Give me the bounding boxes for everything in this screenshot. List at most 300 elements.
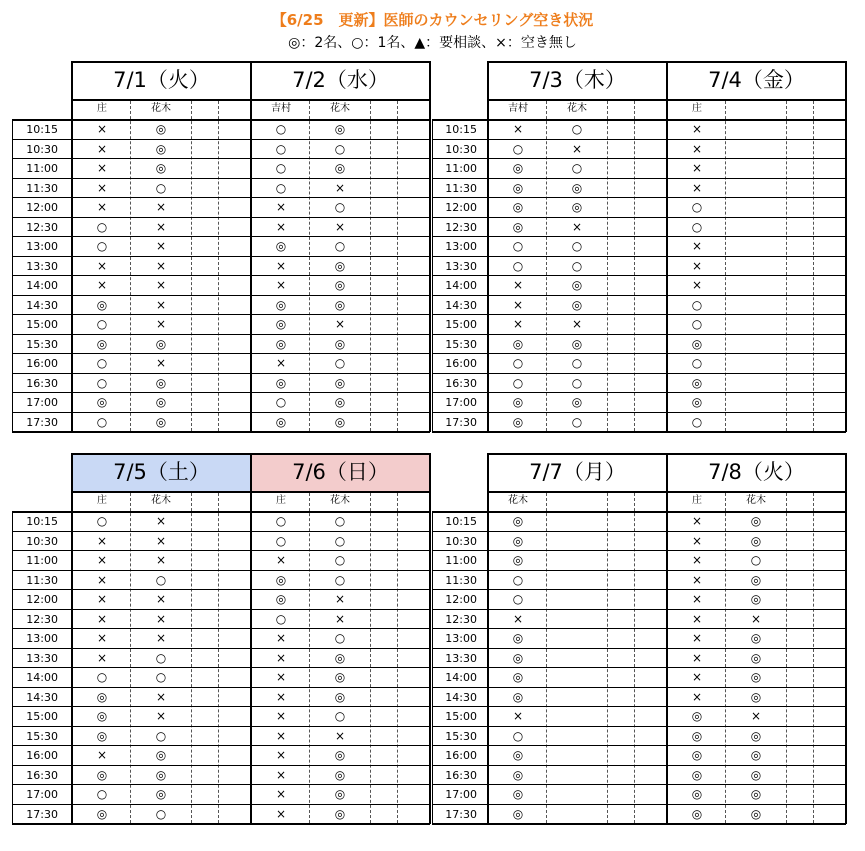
slot-cell: ◎ (750, 728, 762, 743)
column-divider (370, 101, 371, 431)
slot-cell: ◎ (275, 239, 287, 253)
slot-cell: × (571, 219, 583, 234)
time-label: 15:30 (445, 337, 477, 351)
row-rule (12, 667, 430, 668)
slot-cell: × (155, 239, 167, 253)
slot-cell: ○ (512, 258, 524, 273)
slot-cell: ○ (512, 572, 524, 587)
row-rule (432, 275, 846, 276)
slot-cell: ○ (155, 670, 167, 684)
slot-cell: × (96, 592, 108, 606)
slot-cell: × (275, 670, 287, 684)
slot-cell: ○ (512, 728, 524, 743)
time-label: 10:30 (26, 142, 58, 156)
row-rule (12, 431, 430, 433)
time-label: 16:00 (445, 749, 477, 762)
row-rule (432, 648, 846, 649)
column-rule (666, 61, 668, 432)
row-rule (432, 667, 846, 668)
column-divider (218, 493, 219, 823)
column-divider (813, 493, 814, 823)
column-rule (71, 61, 73, 432)
staff-name: 花木 (330, 103, 350, 114)
column-rule (432, 119, 433, 432)
time-label: 10:15 (445, 123, 477, 136)
time-label: 11:00 (26, 162, 58, 175)
time-label: 14:00 (26, 279, 58, 292)
slot-cell: ◎ (155, 375, 167, 390)
row-rule (432, 726, 846, 727)
staff-name: 庄 (692, 103, 702, 114)
slot-cell: × (275, 356, 287, 370)
slot-cell: × (512, 122, 524, 136)
time-label: 12:30 (445, 612, 477, 626)
slot-cell: × (691, 278, 703, 292)
time-label: 13:00 (26, 632, 58, 645)
slot-cell: ○ (571, 161, 583, 175)
staff-name: 花木 (508, 495, 528, 506)
slot-cell: ◎ (155, 141, 167, 156)
row-rule (12, 334, 430, 335)
slot-cell: ○ (571, 122, 583, 136)
row-rule (432, 334, 846, 335)
slot-cell: ◎ (512, 219, 524, 234)
slot-cell: ○ (334, 631, 346, 645)
row-rule (12, 119, 430, 121)
time-label: 16:00 (445, 357, 477, 370)
time-label: 16:00 (26, 749, 58, 762)
slot-cell: × (691, 258, 703, 273)
column-divider (786, 493, 787, 823)
row-rule (12, 217, 430, 218)
slot-cell: ○ (96, 317, 108, 331)
row-rule (432, 256, 846, 257)
slot-cell: ◎ (334, 689, 346, 704)
slot-cell: × (512, 611, 524, 626)
column-rule (666, 453, 668, 824)
slot-cell: × (275, 728, 287, 743)
slot-cell: ◎ (571, 200, 583, 214)
column-divider (725, 493, 726, 823)
slot-cell: × (691, 553, 703, 567)
slot-cell: × (275, 278, 287, 292)
time-label: 12:00 (26, 593, 58, 606)
slot-cell: ◎ (334, 161, 346, 175)
slot-cell: ○ (334, 356, 346, 370)
slot-cell: ◎ (275, 317, 287, 331)
slot-cell: ○ (571, 258, 583, 273)
row-rule (432, 119, 846, 121)
slot-cell: ◎ (512, 180, 524, 195)
row-rule (12, 726, 430, 727)
slot-cell: ◎ (275, 375, 287, 390)
column-rule (71, 453, 73, 824)
slot-cell: ○ (155, 728, 167, 743)
slot-cell: ◎ (750, 650, 762, 665)
day-header: 7/7（月） (529, 460, 626, 484)
slot-cell: ◎ (750, 631, 762, 645)
slot-cell: ◎ (750, 689, 762, 704)
slot-cell: ◎ (512, 200, 524, 214)
slot-cell: × (155, 533, 167, 548)
slot-cell: ◎ (275, 336, 287, 351)
slot-cell: ○ (96, 239, 108, 253)
time-label: 14:00 (26, 671, 58, 684)
slot-cell: × (96, 278, 108, 292)
column-divider (786, 101, 787, 431)
row-rule (432, 158, 846, 159)
staff-name: 花木 (151, 103, 171, 114)
slot-cell: × (691, 572, 703, 587)
slot-cell: × (275, 219, 287, 234)
slot-cell: ◎ (334, 767, 346, 782)
slot-cell: × (334, 592, 346, 606)
row-rule (12, 158, 430, 159)
day-header: 7/5（土） (113, 460, 210, 484)
slot-cell: ○ (96, 514, 108, 528)
row-rule (12, 823, 430, 825)
slot-cell: × (691, 239, 703, 253)
column-divider (813, 101, 814, 431)
slot-cell: ○ (96, 670, 108, 684)
row-rule (12, 745, 430, 746)
row-rule (12, 550, 430, 551)
slot-cell: × (155, 297, 167, 312)
slot-cell: ◎ (691, 787, 703, 801)
slot-cell: × (96, 161, 108, 175)
slot-cell: ○ (571, 414, 583, 429)
row-rule (432, 392, 846, 393)
slot-cell: × (334, 728, 346, 743)
slot-cell: ◎ (512, 767, 524, 782)
time-label: 15:30 (26, 729, 58, 743)
slot-cell: ○ (334, 572, 346, 587)
slot-cell: ○ (750, 553, 762, 567)
slot-cell: ◎ (512, 414, 524, 429)
column-rule (250, 453, 252, 824)
time-label: 13:00 (445, 240, 477, 253)
row-rule (432, 197, 846, 198)
time-label: 17:00 (445, 396, 477, 409)
slot-cell: ◎ (512, 806, 524, 821)
time-label: 17:30 (26, 807, 58, 821)
slot-cell: ○ (275, 180, 287, 195)
time-label: 12:00 (445, 201, 477, 214)
slot-cell: ○ (691, 356, 703, 370)
slot-cell: × (334, 611, 346, 626)
slot-cell: × (691, 161, 703, 175)
time-label: 14:00 (445, 279, 477, 292)
column-divider (397, 493, 398, 823)
slot-cell: ◎ (512, 553, 524, 567)
slot-cell: ○ (691, 200, 703, 214)
column-rule (12, 511, 13, 824)
slot-cell: × (275, 806, 287, 821)
slot-cell: ○ (512, 239, 524, 253)
slot-cell: ◎ (750, 592, 762, 606)
time-label: 17:30 (26, 415, 58, 429)
slot-cell: ◎ (512, 336, 524, 351)
row-rule (12, 412, 430, 413)
slot-cell: × (96, 200, 108, 214)
slot-cell: × (96, 180, 108, 195)
slot-cell: ○ (691, 414, 703, 429)
column-divider (191, 101, 192, 431)
time-label: 12:30 (26, 612, 58, 626)
slot-cell: ○ (275, 395, 287, 409)
time-label: 17:30 (445, 415, 477, 429)
slot-cell: ○ (334, 709, 346, 723)
slot-cell: ◎ (691, 767, 703, 782)
row-rule (432, 706, 846, 707)
row-rule (12, 628, 430, 629)
slot-cell: × (275, 787, 287, 801)
column-rule (487, 61, 489, 432)
time-label: 14:00 (445, 671, 477, 684)
staff-name: 庄 (276, 495, 286, 506)
time-label: 17:30 (445, 807, 477, 821)
slot-cell: ○ (275, 533, 287, 548)
staff-name: 吉村 (271, 103, 291, 114)
row-rule (12, 589, 430, 590)
slot-cell: × (155, 611, 167, 626)
staff-name: 花木 (746, 495, 766, 506)
slot-cell: ◎ (512, 533, 524, 548)
column-divider (218, 101, 219, 431)
time-label: 16:30 (445, 768, 477, 782)
slot-cell: × (155, 631, 167, 645)
page-title: 【6/25 更新】医師のカウンセリング空き状況 (271, 11, 594, 29)
slot-cell: ◎ (750, 514, 762, 528)
row-rule (432, 412, 846, 413)
slot-cell: × (155, 200, 167, 214)
slot-cell: × (96, 533, 108, 548)
row-rule (12, 139, 430, 140)
slot-cell: × (691, 180, 703, 195)
slot-cell: ○ (512, 592, 524, 606)
column-divider (397, 101, 398, 431)
day-header: 7/4（金） (708, 68, 805, 92)
row-rule (12, 314, 430, 315)
staff-name: 庄 (692, 495, 702, 506)
slot-cell: ◎ (275, 414, 287, 429)
slot-cell: ◎ (155, 336, 167, 351)
slot-cell: ○ (155, 650, 167, 665)
slot-cell: ◎ (750, 670, 762, 684)
slot-cell: ◎ (334, 414, 346, 429)
time-label: 12:00 (26, 201, 58, 214)
row-rule (12, 765, 430, 766)
slot-cell: × (691, 592, 703, 606)
slot-cell: ◎ (512, 631, 524, 645)
column-divider (309, 493, 310, 823)
day-header: 7/3（木） (529, 68, 626, 92)
time-label: 16:30 (445, 376, 477, 390)
time-label: 14:30 (26, 298, 58, 312)
slot-cell: × (155, 356, 167, 370)
row-rule (432, 511, 846, 513)
slot-cell: ◎ (334, 278, 346, 292)
slot-cell: ◎ (750, 806, 762, 821)
row-rule (12, 236, 430, 237)
slot-cell: ◎ (155, 161, 167, 175)
slot-cell: × (275, 631, 287, 645)
staff-name: 花木 (567, 103, 587, 114)
column-divider (634, 101, 635, 431)
slot-cell: ○ (275, 122, 287, 136)
row-rule (432, 236, 846, 237)
time-label: 11:30 (26, 181, 58, 195)
slot-cell: × (96, 572, 108, 587)
column-rule (432, 511, 433, 824)
slot-cell: ◎ (512, 748, 524, 762)
time-label: 15:30 (26, 337, 58, 351)
slot-cell: × (155, 258, 167, 273)
slot-cell: ○ (571, 356, 583, 370)
row-rule (12, 392, 430, 393)
slot-cell: ○ (691, 219, 703, 234)
column-divider (370, 493, 371, 823)
slot-cell: × (691, 631, 703, 645)
slot-cell: × (691, 611, 703, 626)
slot-cell: ◎ (155, 395, 167, 409)
time-label: 10:15 (445, 515, 477, 528)
slot-cell: ◎ (96, 767, 108, 782)
slot-cell: ○ (275, 514, 287, 528)
row-rule (432, 823, 846, 825)
slot-cell: ○ (155, 180, 167, 195)
column-rule (12, 119, 13, 432)
time-label: 13:30 (26, 651, 58, 665)
day-header: 7/6（日） (292, 460, 389, 484)
time-label: 11:30 (445, 181, 477, 195)
slot-cell: × (96, 650, 108, 665)
slot-cell: ◎ (155, 414, 167, 429)
slot-cell: ◎ (334, 748, 346, 762)
time-label: 13:00 (26, 240, 58, 253)
column-divider (546, 493, 547, 823)
time-label: 15:00 (26, 318, 58, 331)
time-label: 11:00 (26, 554, 58, 567)
slot-cell: ○ (691, 317, 703, 331)
slot-cell: × (691, 141, 703, 156)
slot-cell: ◎ (96, 336, 108, 351)
slot-cell: × (155, 317, 167, 331)
slot-cell: ◎ (512, 395, 524, 409)
slot-cell: ◎ (750, 748, 762, 762)
row-rule (432, 314, 846, 315)
time-label: 12:30 (445, 220, 477, 234)
time-label: 12:00 (445, 593, 477, 606)
slot-cell: × (96, 553, 108, 567)
time-label: 10:30 (26, 534, 58, 548)
slot-cell: ○ (334, 200, 346, 214)
slot-cell: × (691, 533, 703, 548)
slot-cell: × (155, 709, 167, 723)
slot-cell: ◎ (512, 787, 524, 801)
slot-cell: × (275, 258, 287, 273)
column-divider (634, 493, 635, 823)
slot-cell: × (275, 689, 287, 704)
slot-cell: × (96, 748, 108, 762)
day-header: 7/8（火） (708, 460, 805, 484)
slot-cell: ○ (512, 141, 524, 156)
column-divider (191, 493, 192, 823)
column-divider (309, 101, 310, 431)
time-label: 14:30 (26, 690, 58, 704)
row-rule (432, 295, 846, 296)
slot-cell: ◎ (334, 375, 346, 390)
slot-cell: ◎ (155, 748, 167, 762)
slot-cell: ○ (334, 141, 346, 156)
slot-cell: × (275, 200, 287, 214)
row-rule (12, 648, 430, 649)
slot-cell: ○ (275, 141, 287, 156)
row-rule (432, 589, 846, 590)
row-rule (432, 784, 846, 785)
slot-cell: × (750, 709, 762, 723)
slot-cell: ○ (512, 356, 524, 370)
staff-name: 吉村 (508, 103, 528, 114)
column-rule (250, 61, 252, 432)
row-rule (432, 139, 846, 140)
row-rule (12, 295, 430, 296)
row-rule (432, 178, 846, 179)
slot-cell: ○ (96, 375, 108, 390)
slot-cell: ○ (334, 514, 346, 528)
time-label: 14:30 (445, 690, 477, 704)
slot-cell: ◎ (275, 572, 287, 587)
slot-cell: × (155, 592, 167, 606)
slot-cell: ◎ (691, 728, 703, 743)
slot-cell: × (512, 297, 524, 312)
slot-cell: ◎ (691, 375, 703, 390)
slot-cell: ◎ (571, 297, 583, 312)
slot-cell: ◎ (96, 297, 108, 312)
slot-cell: × (275, 767, 287, 782)
slot-cell: ◎ (334, 650, 346, 665)
slot-cell: ◎ (512, 670, 524, 684)
slot-cell: × (334, 317, 346, 331)
slot-cell: × (750, 611, 762, 626)
time-label: 10:30 (445, 142, 477, 156)
slot-cell: ◎ (96, 728, 108, 743)
row-rule (432, 570, 846, 571)
time-label: 11:30 (445, 573, 477, 587)
slot-cell: ◎ (96, 395, 108, 409)
slot-cell: ◎ (691, 709, 703, 723)
slot-cell: ◎ (334, 258, 346, 273)
time-label: 15:00 (26, 710, 58, 723)
slot-cell: ◎ (691, 806, 703, 821)
slot-cell: ◎ (750, 572, 762, 587)
slot-cell: × (334, 219, 346, 234)
staff-name: 庄 (97, 495, 107, 506)
slot-cell: × (155, 278, 167, 292)
slot-cell: × (571, 317, 583, 331)
slot-cell: ○ (96, 356, 108, 370)
slot-cell: × (512, 278, 524, 292)
slot-cell: × (691, 122, 703, 136)
slot-cell: × (275, 709, 287, 723)
slot-cell: × (691, 670, 703, 684)
slot-cell: ◎ (512, 161, 524, 175)
slot-cell: ○ (571, 375, 583, 390)
time-label: 13:30 (445, 651, 477, 665)
column-divider (607, 493, 608, 823)
slot-cell: × (275, 748, 287, 762)
time-label: 16:00 (26, 357, 58, 370)
